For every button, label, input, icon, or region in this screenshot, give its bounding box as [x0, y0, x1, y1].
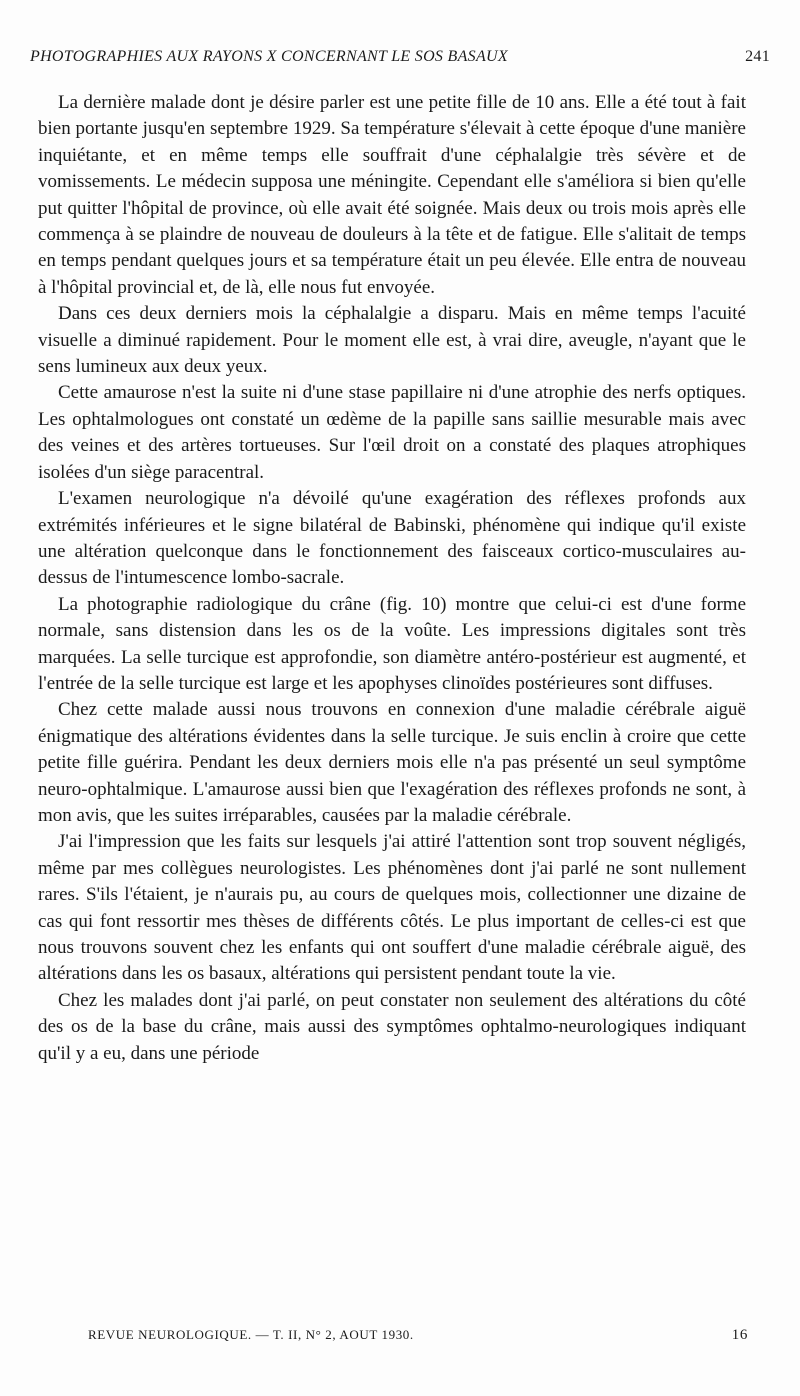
- paragraph: La dernière malade dont je désire parler est une petite fille de 10 ans. Elle a été tout à fait bien portante jusqu'en septembre 1929. Sa température s'élevait à cette époque d'une manière inquiétante, et en même temps elle souffrait d'une céphalalgie très sévère et de vomissements. Le médecin supposa une méningite. Cependant elle s'améliora si bien qu'elle put quitter l'hôpital de province, où elle avait été soignée. Mais deux ou trois mois après elle commença à se plaindre de nouveau de douleurs à la tête et de fatigue. Elle s'alitait de temps en temps pendant quelques jours et sa température était un peu élevée. Elle entra de nouveau à l'hôpital provincial et, de là, elle nous fut envoyée.: [38, 92, 746, 298]
- paragraph: J'ai l'impression que les faits sur lesquels j'ai attiré l'attention sont trop souvent négligés, même par mes collègues neurologistes. Les phénomènes dont j'ai parlé ne sont nullement rares. S'ils l'étaient, je n'aurais pu, au cours de quelques mois, collectionner une dizaine de cas qui font ressortir mes thèses de différents côtés. Le plus important de celles-ci est que nous trouvons souvent chez les enfants qui ont souffert d'une maladie cérébrale aiguë, des altérations dans les os basaux, altérations qui persistent pendant toute la vie.: [38, 831, 746, 985]
- body-text: [38, 90, 746, 1067]
- paragraph: La photographie radiologique du crâne (fig. 10) montre que celui-ci est d'une forme normale, sans distension dans les os de la voûte. Les impressions digitales sont très marquées. La selle turcique est approfondie, son diamètre antéro-postérieur est augmenté, et l'entrée de la selle turcique est large et les apophyses clinoïdes postérieures sont diffuses.: [38, 593, 746, 694]
- paragraph: Dans ces deux derniers mois la céphalalgie a disparu. Mais en même temps l'acuité visuelle a diminué rapidement. Pour le moment elle est, à vrai dire, aveugle, n'ayant que le sens lumineux aux deux yeux.: [38, 303, 746, 378]
- page-number: 241: [745, 48, 770, 65]
- paragraph: L'examen neurologique n'a dévoilé qu'une exagération des réflexes profonds aux extrémités inférieures et le signe bilatéral de Babinski, phénomène qui indique qu'il existe une altération quelconque dans le fonctionnement des faisceaux cortico-musculaires au-dessus de l'intumescence lombo-sacrale.: [38, 488, 746, 589]
- paragraph: Cette amaurose n'est la suite ni d'une stase papillaire ni d'une atrophie des nerfs optiques. Les ophtalmologues ont constaté un œdème de la papille sans saillie mesurable mais avec des veines et des artères tortueuses. Sur l'œil droit on a constaté des plaques atrophiques isolées d'un siège paracentral.: [38, 382, 746, 483]
- sheet-signature: 16: [731, 1327, 748, 1343]
- running-title: PHOTOGRAPHIES AUX RAYONS X CONCERNANT LE SOS BASAUX: [30, 48, 508, 65]
- journal-citation: REVUE NEUROLOGIQUE. — T. II, N° 2, AOUT 1930.: [88, 1327, 414, 1342]
- running-header: [30, 48, 770, 66]
- paragraph: Chez les malades dont j'ai parlé, on peut constater non seulement des altérations du côté des os de la base du crâne, mais aussi des symptômes ophtalmo-neurologiques indiquant qu'il y a eu, dans une période: [38, 989, 746, 1064]
- page-footer: [88, 1327, 748, 1344]
- paragraph: Chez cette malade aussi nous trouvons en connexion d'une maladie cérébrale aiguë énigmatique des altérations évidentes dans la selle turcique. Je suis enclin à croire que cette petite fille guérira. Pendant les deux derniers mois elle n'a pas présenté un seul symptôme neuro-ophtalmique. L'amaurose aussi bien que l'exagération des réflexes profonds ne sont, à mon avis, que les suites irréparables, causées par la maladie cérébrale.: [38, 699, 746, 826]
